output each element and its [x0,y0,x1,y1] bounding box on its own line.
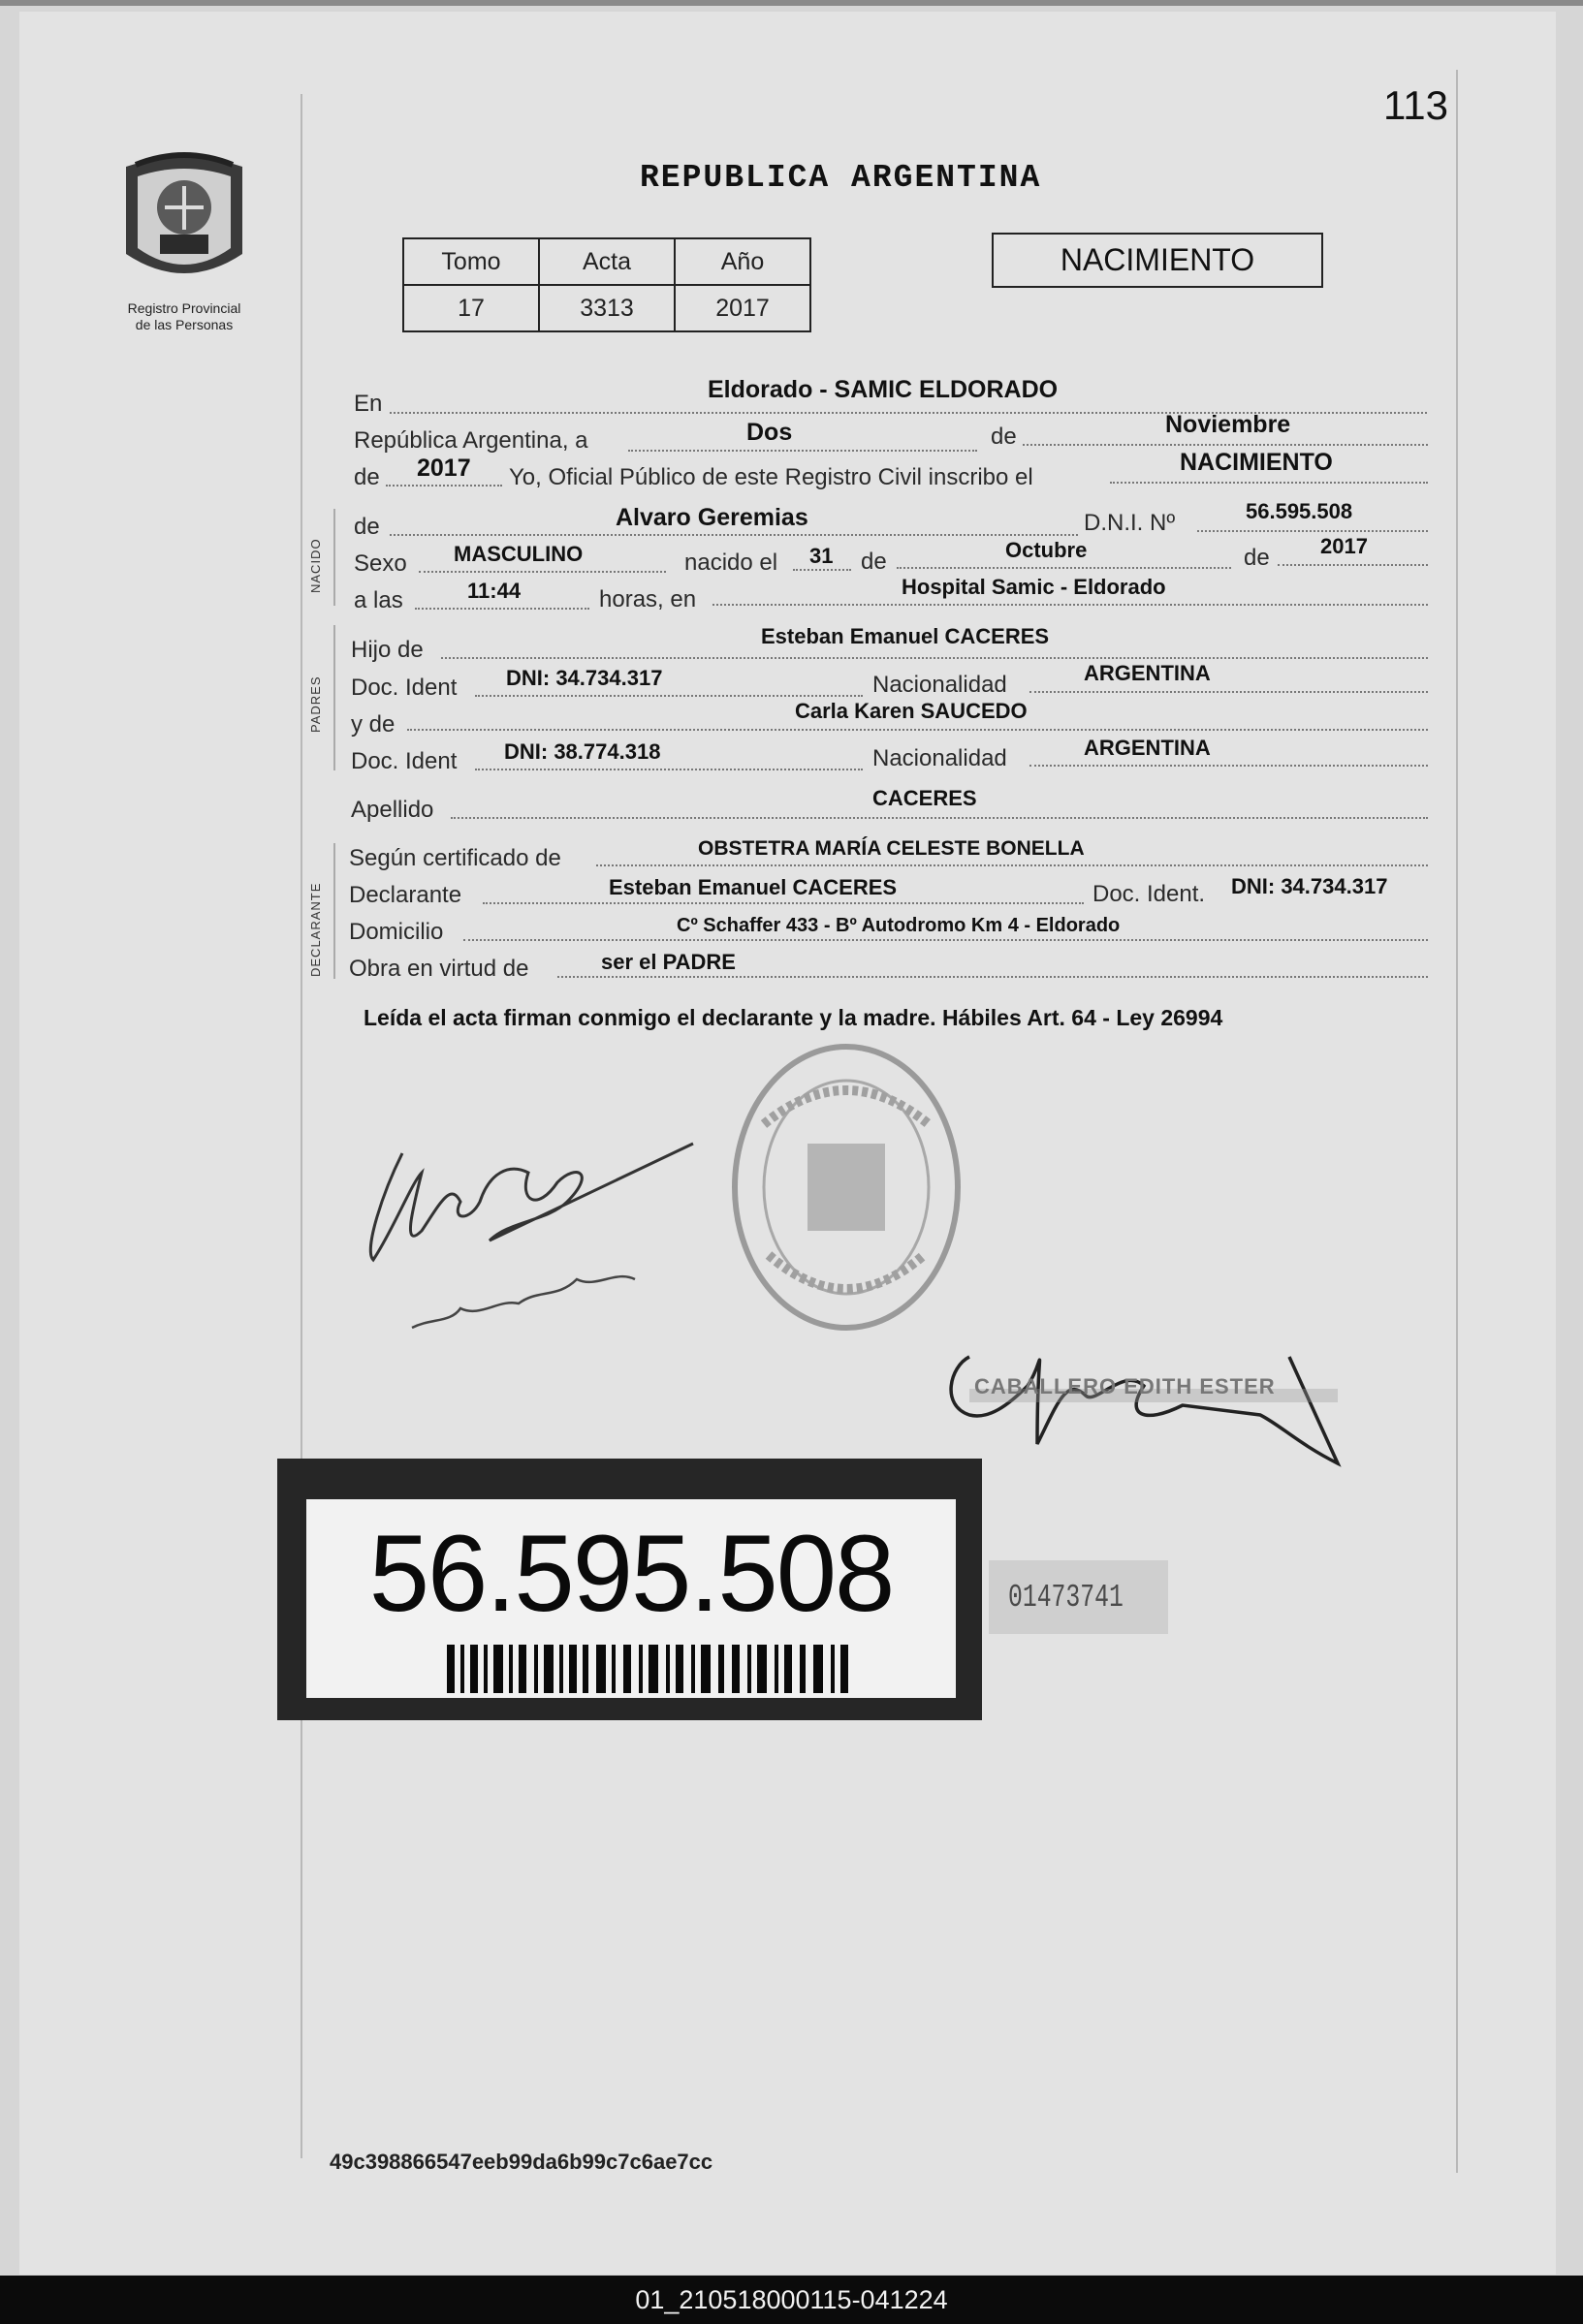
label-segun-certificado: Según certificado de [349,845,561,871]
dotted-line [483,902,1084,904]
label-de: de [991,424,1017,450]
logo-caption-line2: de las Personas [135,317,234,332]
value-mother: Carla Karen SAUCEDO [795,699,1028,723]
dotted-line [897,567,1231,569]
logo-caption-line1: Registro Provincial [127,300,241,316]
document-title: REPUBLICA ARGENTINA [640,160,1042,196]
label-doc-ident: Doc. Ident [351,748,458,774]
sticker-label [306,1499,956,1698]
left-margin-line [301,94,302,2158]
province-seal-logo [116,147,252,293]
dotted-line [390,534,1078,536]
value-address: Cº Schaffer 433 - Bº Autodromo Km 4 - Eldorado [677,915,1121,936]
dotted-line [628,450,977,452]
label-domicilio: Domicilio [349,919,444,945]
document-type-box: NACIMIENTO [992,233,1323,288]
label-horas-en: horas, en [599,586,697,612]
value-year: 2017 [417,455,471,482]
value-father-nationality: ARGENTINA [1084,661,1211,685]
declarant-bracket [333,843,335,979]
value-birth-day: 31 [809,544,834,568]
dotted-line [557,976,1428,978]
label-obra-en-virtud: Obra en virtud de [349,956,529,982]
value-father-doc: DNI: 34.734.317 [506,666,663,690]
value-certificate: OBSTETRA MARÍA CELESTE BONELLA [698,837,1085,860]
serial-number: 01473741 [1008,1580,1124,1616]
sticker-number: 56.595.508 [368,1513,894,1634]
label-yo-oficial: Yo, Oficial Público de este Registro Civil inscribo el [509,464,1033,490]
label-y-de: y de [351,711,396,738]
dotted-line [1278,564,1428,566]
label-dni: D.N.I. Nº [1084,510,1176,536]
declarant-signature [344,1115,712,1357]
dotted-line [475,695,863,697]
dotted-line [441,657,1428,659]
label-doc-ident-declarant: Doc. Ident. [1092,881,1206,907]
value-month: Noviembre [1165,411,1291,438]
value-acta: 3313 [539,285,675,331]
header-tomo: Tomo [403,238,539,285]
value-sex: MASCULINO [454,542,584,566]
value-declarant-doc: DNI: 34.734.317 [1231,874,1388,898]
label-apellido: Apellido [351,797,434,823]
value-time: 11:44 [467,579,522,603]
label-republica: República Argentina, a [354,427,588,454]
registry-table [402,237,811,332]
label-de: de [1244,545,1270,571]
value-father: Esteban Emanuel CACERES [761,624,1050,648]
registrar-stamp-text: CABALLERO EDITH ESTER [974,1374,1276,1398]
label-de: de [354,464,380,490]
value-surname: CACERES [872,786,977,810]
top-edge [0,0,1583,6]
value-mother-doc: DNI: 38.774.318 [504,739,661,764]
barcode-sticker [277,1459,982,1720]
label-doc-ident: Doc. Ident [351,675,458,701]
value-dni: 56.595.508 [1246,499,1353,523]
label-declarante: Declarante [349,882,462,908]
scan-footer-id: 01_210518000115-041224 [0,2276,1583,2324]
label-sexo: Sexo [354,550,407,577]
value-day: Dos [746,419,793,446]
document-hash: 49c398866547eeb99da6b99c7c6ae7cc [330,2150,713,2174]
dotted-line [1197,530,1428,532]
value-name: Alvaro Geremias [616,504,808,531]
dotted-line [386,485,502,487]
dotted-line [793,569,851,571]
dotted-line [419,571,666,573]
dotted-line [1029,765,1428,767]
dotted-line [407,729,1428,731]
value-birth-place: Hospital Samic - Eldorado [902,575,1166,599]
logo-caption [97,300,271,333]
value-ano: 2017 [675,285,810,331]
dotted-line [451,817,1428,819]
value-capacity: ser el PADRE [601,950,736,974]
section-label-born: NACIDO [308,538,323,593]
value-mother-nationality: ARGENTINA [1084,736,1211,760]
label-nacionalidad: Nacionalidad [872,745,1007,771]
header-ano: Año [675,238,810,285]
section-label-declarant: DECLARANTE [308,882,323,977]
value-birth-year: 2017 [1320,534,1368,558]
dotted-line [415,608,589,610]
dotted-line [596,864,1428,866]
official-round-stamp [725,1037,967,1337]
label-hijo-de: Hijo de [351,637,424,663]
label-nacido-el: nacido el [684,550,778,576]
value-act: NACIMIENTO [1180,449,1333,476]
dotted-line [463,939,1428,941]
born-bracket [333,509,335,606]
value-place: Eldorado - SAMIC ELDORADO [708,376,1059,403]
label-en: En [354,391,383,417]
label-a-las: a las [354,587,403,613]
dotted-line [1029,691,1428,693]
header-acta: Acta [539,238,675,285]
label-nacionalidad: Nacionalidad [872,672,1007,698]
label-de: de [354,514,380,540]
dotted-line [475,769,863,770]
dotted-line [712,604,1428,606]
barcode [447,1645,854,1693]
parents-bracket [333,625,335,770]
value-declarant: Esteban Emanuel CACERES [609,875,898,899]
closing-note: Leída el acta firman conmigo el declarante y la madre. Hábiles Art. 64 - Ley 26994 [364,1005,1223,1030]
value-tomo: 17 [403,285,539,331]
value-birth-month: Octubre [1005,538,1088,562]
page-number: 113 [1383,82,1448,128]
dotted-line [1023,444,1428,446]
right-margin-line [1456,70,1458,2173]
label-de: de [861,549,887,575]
section-label-parents: PADRES [308,675,323,733]
dotted-line [1110,482,1428,484]
serial-sticker [989,1560,1168,1634]
